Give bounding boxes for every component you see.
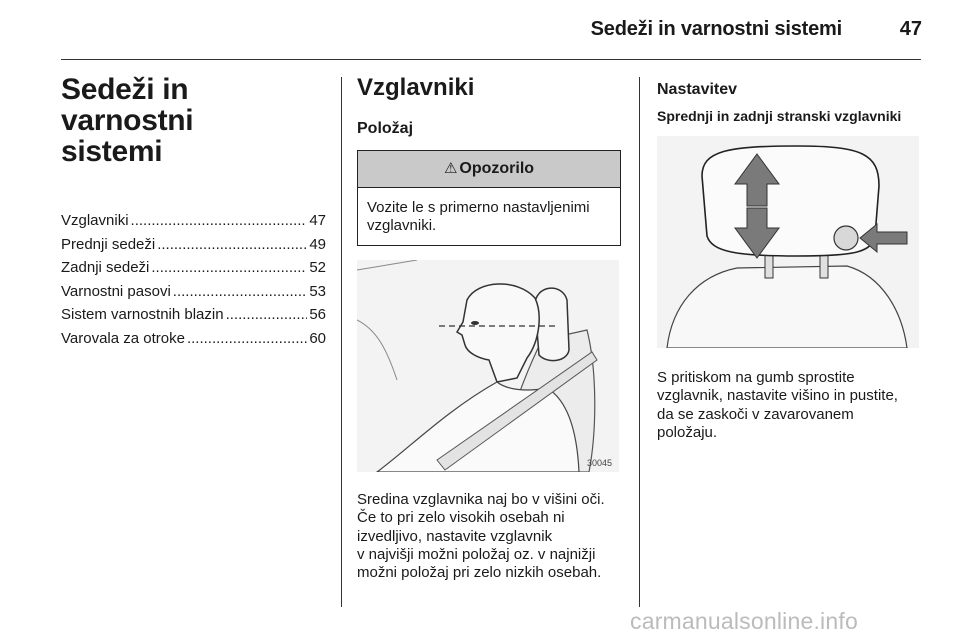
warning-header: [358, 151, 620, 188]
adjust-paragraph: S pritiskom na gumb sprostite vzglavnik, nastavite višino in pustite, da se zaskoči v zavarovanem položaju.: [657, 369, 898, 441]
position-paragraph: Sredina vzglavnika naj bo v višini oči. Če to pri zelo visokih osebah ni izvedljivo, nastavite vzglavnik v najvišji možni položaj oz. v najnižji možni položaj pri zelo nizkih osebah.: [357, 491, 605, 582]
toc-entry[interactable]: Prednji sedeži ..... 49: [61, 233, 326, 257]
chapter-title: Sedeži in varnostni sistemi: [61, 73, 194, 168]
column-headrests-adjust: [657, 80, 922, 442]
headrest-adjust-illustration: [657, 136, 919, 348]
toc-entry[interactable]: Zadnji sedeži ..... 52: [61, 256, 326, 280]
adjust-title: Nastavitev: [657, 81, 738, 98]
table-of-contents: [61, 209, 326, 351]
column-divider-right: [639, 77, 640, 607]
warning-title: Opozorilo: [459, 160, 535, 177]
toc-entry[interactable]: Vzglavniki ..... 47: [61, 209, 326, 233]
column-divider-left: [341, 77, 342, 607]
warning-icon: ⚠: [443, 160, 458, 177]
toc-entry[interactable]: Varnostni pasovi ..... 53: [61, 280, 326, 304]
section-title: Vzglavniki: [357, 74, 475, 101]
adjust-subtitle: Sprednji in zadnji stranski vzglavniki: [657, 108, 902, 124]
toc-entry[interactable]: Sistem varnostnih blazin ..... 56: [61, 303, 326, 327]
header-rule: [61, 59, 921, 60]
warning-box: [357, 150, 621, 246]
toc-entry[interactable]: Varovala za otroke ..... 60: [61, 327, 326, 351]
figure-code: 30045: [587, 458, 613, 468]
watermark: carmanualsonline.info: [630, 608, 858, 634]
running-header-title: Sedeži in varnostni sistemi: [590, 18, 842, 40]
headrest-position-illustration: [357, 260, 619, 472]
warning-text: Vozite le s primerno nastavljenimi vzglavniki.: [367, 199, 590, 234]
section-subtitle: Položaj: [357, 120, 414, 137]
column-chapter: [61, 74, 326, 351]
page-number: 47: [899, 18, 922, 40]
column-headrests-position: [357, 74, 622, 582]
